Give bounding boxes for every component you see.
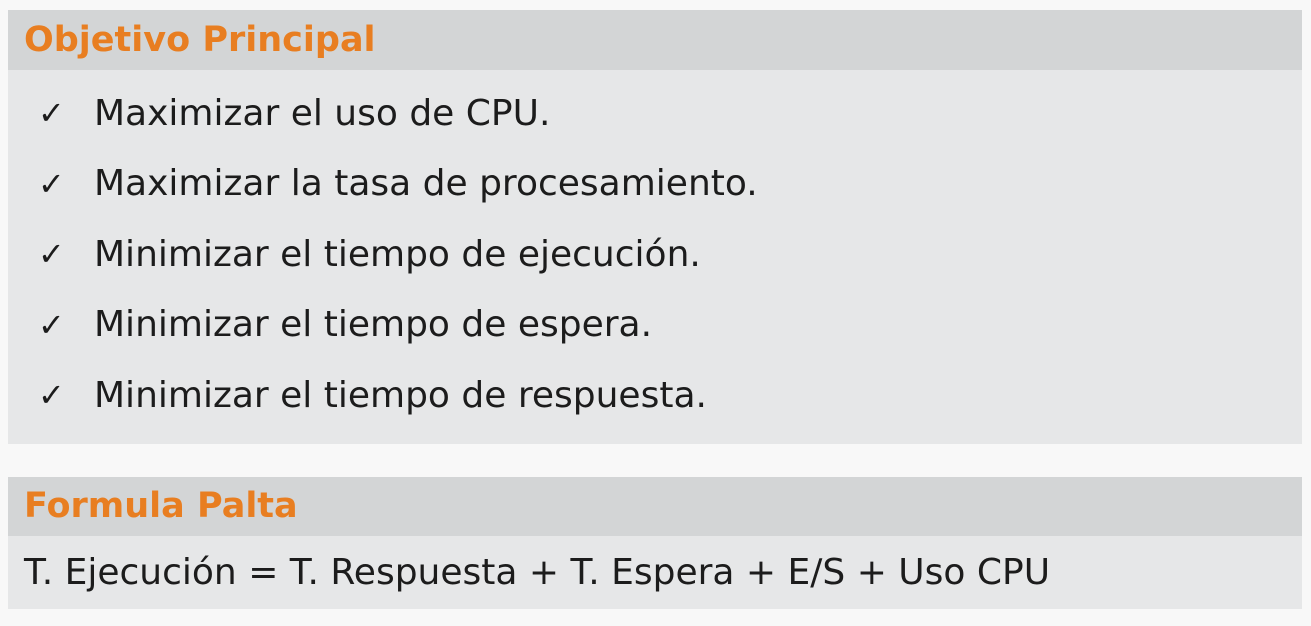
checkmark-icon: ✓ <box>38 235 65 274</box>
formula-text: T. Ejecución = T. Respuesta + T. Espera + E/S + Uso CPU <box>24 552 1051 593</box>
list-item <box>8 290 1302 361</box>
list-item-text: Minimizar el tiempo de ejecución. <box>94 233 701 275</box>
list-item-text: Maximizar la tasa de procesamiento. <box>94 163 758 205</box>
checkmark-icon: ✓ <box>38 164 65 203</box>
checkmark-icon: ✓ <box>38 305 65 344</box>
list-item <box>8 360 1302 431</box>
formula-body <box>8 536 1302 609</box>
objective-list <box>8 70 1302 444</box>
objective-block-title: Objetivo Principal <box>8 10 1302 70</box>
objective-block <box>8 10 1302 444</box>
list-item <box>8 219 1302 290</box>
list-item-text: Maximizar el uso de CPU. <box>94 92 551 134</box>
checkmark-icon: ✓ <box>38 94 65 133</box>
list-item-text: Minimizar el tiempo de respuesta. <box>94 374 707 416</box>
list-item <box>8 78 1302 149</box>
checkmark-icon: ✓ <box>38 376 65 415</box>
list-item-text: Minimizar el tiempo de espera. <box>94 304 653 346</box>
formula-block-title: Formula Palta <box>8 477 1302 536</box>
formula-block <box>8 477 1302 609</box>
list-item <box>8 149 1302 220</box>
